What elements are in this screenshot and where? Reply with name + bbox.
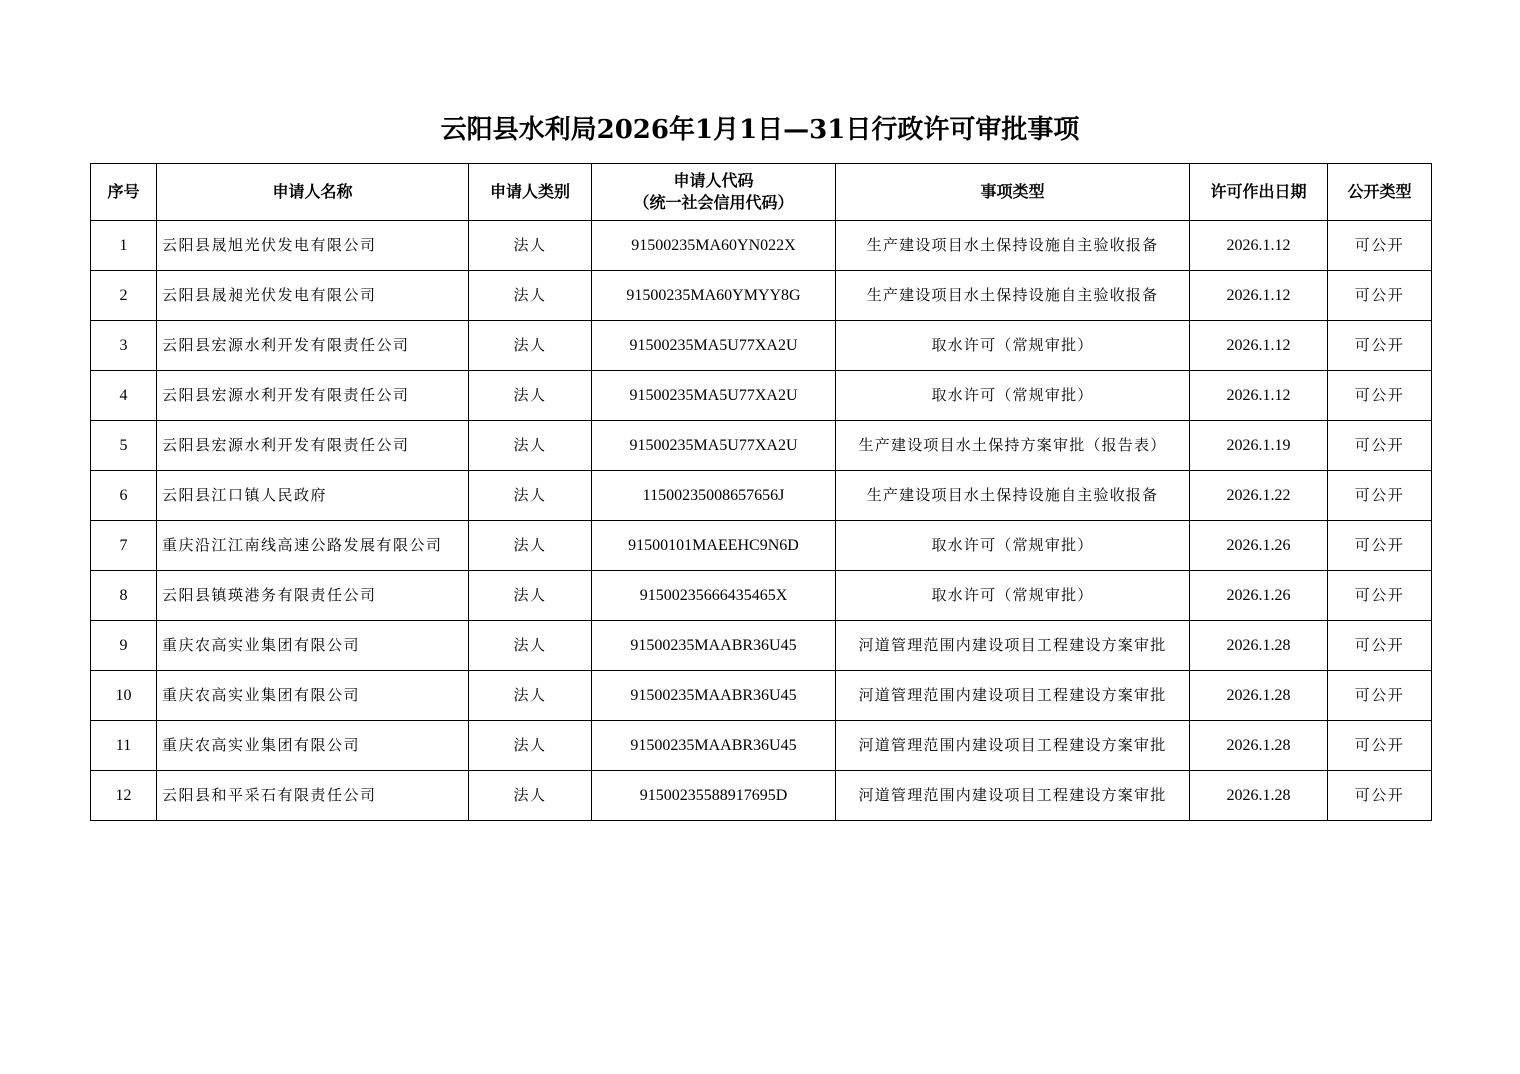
cell-item-type: 生产建设项目水土保持设施自主验收报备 <box>836 221 1190 271</box>
cell-applicant-code: 11500235008657656J <box>592 471 836 521</box>
cell-item-type: 取水许可（常规审批） <box>836 521 1190 571</box>
cell-permit-date: 2026.1.28 <box>1190 721 1328 771</box>
cell-seq: 1 <box>91 221 157 271</box>
cell-open-type: 可公开 <box>1328 721 1432 771</box>
page-title: 云阳县水利局2026年1月1日—31日行政许可审批事项 <box>440 115 1080 145</box>
cell-applicant-code: 91500235MA5U77XA2U <box>592 421 836 471</box>
cell-item-type: 生产建设项目水土保持设施自主验收报备 <box>836 271 1190 321</box>
cell-applicant-name: 重庆农高实业集团有限公司 <box>157 721 469 771</box>
cell-applicant-code: 91500235588917695D <box>592 771 836 821</box>
cell-item-type: 河道管理范围内建设项目工程建设方案审批 <box>836 621 1190 671</box>
cell-applicant-code: 91500235MA60YMYY8G <box>592 271 836 321</box>
cell-applicant-kind: 法人 <box>469 371 592 421</box>
cell-open-type: 可公开 <box>1328 421 1432 471</box>
cell-applicant-code: 91500235MAABR36U45 <box>592 721 836 771</box>
cell-applicant-name: 云阳县晟旭光伏发电有限公司 <box>157 221 469 271</box>
table-row <box>91 221 1432 271</box>
table-header-row <box>91 164 1432 221</box>
header-permit-date: 许可作出日期 <box>1190 164 1328 221</box>
table-row <box>91 321 1432 371</box>
cell-seq: 6 <box>91 471 157 521</box>
cell-seq: 4 <box>91 371 157 421</box>
table-row <box>91 671 1432 721</box>
cell-item-type: 取水许可（常规审批） <box>836 371 1190 421</box>
cell-permit-date: 2026.1.12 <box>1190 371 1328 421</box>
cell-seq: 9 <box>91 621 157 671</box>
cell-item-type: 河道管理范围内建设项目工程建设方案审批 <box>836 671 1190 721</box>
cell-permit-date: 2026.1.28 <box>1190 671 1328 721</box>
header-applicant-kind: 申请人类别 <box>469 164 592 221</box>
cell-applicant-name: 云阳县宏源水利开发有限责任公司 <box>157 371 469 421</box>
cell-permit-date: 2026.1.12 <box>1190 321 1328 371</box>
cell-applicant-kind: 法人 <box>469 271 592 321</box>
cell-applicant-kind: 法人 <box>469 521 592 571</box>
cell-applicant-kind: 法人 <box>469 471 592 521</box>
cell-permit-date: 2026.1.12 <box>1190 271 1328 321</box>
cell-item-type: 取水许可（常规审批） <box>836 571 1190 621</box>
cell-applicant-kind: 法人 <box>469 221 592 271</box>
cell-item-type: 取水许可（常规审批） <box>836 321 1190 371</box>
cell-applicant-code: 91500235MA5U77XA2U <box>592 371 836 421</box>
table-row <box>91 721 1432 771</box>
cell-item-type: 河道管理范围内建设项目工程建设方案审批 <box>836 721 1190 771</box>
cell-applicant-name: 云阳县和平采石有限责任公司 <box>157 771 469 821</box>
cell-applicant-name: 云阳县镇瑛港务有限责任公司 <box>157 571 469 621</box>
cell-seq: 3 <box>91 321 157 371</box>
cell-applicant-code: 91500235MAABR36U45 <box>592 671 836 721</box>
header-code-line1: 申请人代码 <box>673 171 754 190</box>
cell-applicant-kind: 法人 <box>469 621 592 671</box>
table-row <box>91 421 1432 471</box>
cell-applicant-kind: 法人 <box>469 421 592 471</box>
cell-applicant-code: 91500235MAABR36U45 <box>592 621 836 671</box>
table-row <box>91 521 1432 571</box>
table-row <box>91 621 1432 671</box>
cell-applicant-name: 云阳县晟昶光伏发电有限公司 <box>157 271 469 321</box>
cell-open-type: 可公开 <box>1328 521 1432 571</box>
cell-seq: 11 <box>91 721 157 771</box>
table-row <box>91 371 1432 421</box>
cell-seq: 12 <box>91 771 157 821</box>
header-applicant-name: 申请人名称 <box>157 164 469 221</box>
header-applicant-code <box>592 164 836 221</box>
cell-permit-date: 2026.1.26 <box>1190 571 1328 621</box>
cell-applicant-kind: 法人 <box>469 671 592 721</box>
cell-permit-date: 2026.1.26 <box>1190 521 1328 571</box>
cell-open-type: 可公开 <box>1328 371 1432 421</box>
cell-applicant-name: 云阳县江口镇人民政府 <box>157 471 469 521</box>
cell-applicant-name: 重庆农高实业集团有限公司 <box>157 671 469 721</box>
header-open-type: 公开类型 <box>1328 164 1432 221</box>
cell-permit-date: 2026.1.19 <box>1190 421 1328 471</box>
cell-applicant-code: 91500101MAEEHC9N6D <box>592 521 836 571</box>
cell-open-type: 可公开 <box>1328 221 1432 271</box>
header-code-line2: （统一社会信用代码） <box>633 193 794 212</box>
cell-applicant-code: 91500235MA5U77XA2U <box>592 321 836 371</box>
cell-applicant-kind: 法人 <box>469 571 592 621</box>
cell-open-type: 可公开 <box>1328 471 1432 521</box>
cell-item-type: 生产建设项目水土保持设施自主验收报备 <box>836 471 1190 521</box>
permits-table <box>90 163 1432 821</box>
cell-seq: 8 <box>91 571 157 621</box>
table-row <box>91 271 1432 321</box>
cell-applicant-name: 云阳县宏源水利开发有限责任公司 <box>157 321 469 371</box>
cell-applicant-name: 云阳县宏源水利开发有限责任公司 <box>157 421 469 471</box>
cell-open-type: 可公开 <box>1328 271 1432 321</box>
cell-permit-date: 2026.1.12 <box>1190 221 1328 271</box>
header-item-type: 事项类型 <box>836 164 1190 221</box>
cell-open-type: 可公开 <box>1328 321 1432 371</box>
table-body <box>91 221 1432 821</box>
cell-seq: 7 <box>91 521 157 571</box>
cell-applicant-name: 重庆沿江江南线高速公路发展有限公司 <box>157 521 469 571</box>
table-row <box>91 571 1432 621</box>
cell-permit-date: 2026.1.28 <box>1190 621 1328 671</box>
cell-open-type: 可公开 <box>1328 621 1432 671</box>
table-row <box>91 471 1432 521</box>
cell-seq: 2 <box>91 271 157 321</box>
cell-applicant-kind: 法人 <box>469 321 592 371</box>
header-seq: 序号 <box>91 164 157 221</box>
cell-item-type: 生产建设项目水土保持方案审批（报告表） <box>836 421 1190 471</box>
cell-seq: 10 <box>91 671 157 721</box>
cell-applicant-kind: 法人 <box>469 721 592 771</box>
cell-applicant-name: 重庆农高实业集团有限公司 <box>157 621 469 671</box>
cell-open-type: 可公开 <box>1328 571 1432 621</box>
table-row <box>91 771 1432 821</box>
cell-applicant-code: 91500235666435465X <box>592 571 836 621</box>
cell-seq: 5 <box>91 421 157 471</box>
cell-applicant-kind: 法人 <box>469 771 592 821</box>
cell-open-type: 可公开 <box>1328 671 1432 721</box>
cell-permit-date: 2026.1.22 <box>1190 471 1328 521</box>
cell-open-type: 可公开 <box>1328 771 1432 821</box>
cell-applicant-code: 91500235MA60YN022X <box>592 221 836 271</box>
cell-permit-date: 2026.1.28 <box>1190 771 1328 821</box>
cell-item-type: 河道管理范围内建设项目工程建设方案审批 <box>836 771 1190 821</box>
